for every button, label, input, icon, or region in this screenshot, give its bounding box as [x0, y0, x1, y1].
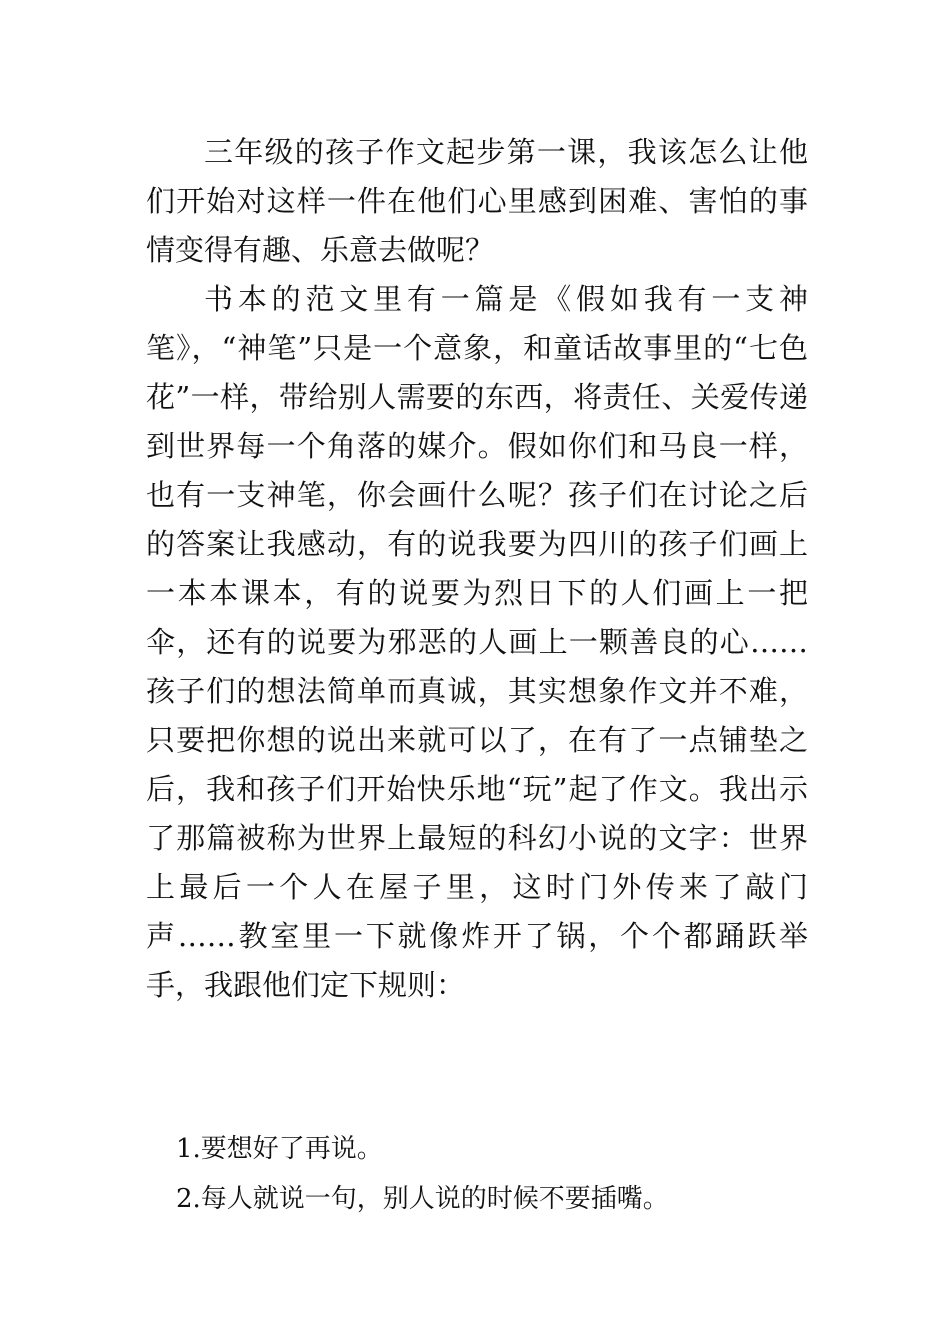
rules-list [176, 1124, 796, 1224]
rule-item: 1.要想好了再说。 [176, 1134, 383, 1164]
paragraph-main: 书本的范文里有一篇是《假如我有一支神笔》，“神笔”只是一个意象，和童话故事里的“七色花”一样，带给别人需要的东西，将责任、关爱传递到世界每一个角落的媒介。假如你们和马良一样，也有一支神笔，你会画什么呢？孩子们在讨论之后的答案让我感动，有的说我要为四川的孩子们画上一本本课本，有的说要为烈日下的人们画上一把伞，还有的说要为邪恶的人画上一颗善良的心……孩子们的想法简单而真诚，其实想象作文并不难，只要把你想的说出来就可以了，在有了一点铺垫之后，我和孩子们开始快乐地“玩”起了作文。我出示了那篇被称为世界上最短的科幻小说的文字：世界上最后一个人在屋子里，这时门外传来了敲门声……教室里一下就像炸开了锅，个个都踊跃举手，我跟他们定下规则： [146, 282, 808, 1002]
paragraph-intro: 三年级的孩子作文起步第一课，我该怎么让他们开始对这样一件在他们心里感到困难、害怕的事情变得有趣、乐意去做呢？ [146, 135, 808, 267]
rule-item: 2.每人就说一句，别人说的时候不要插嘴。 [176, 1184, 669, 1214]
body-text [146, 128, 808, 1010]
